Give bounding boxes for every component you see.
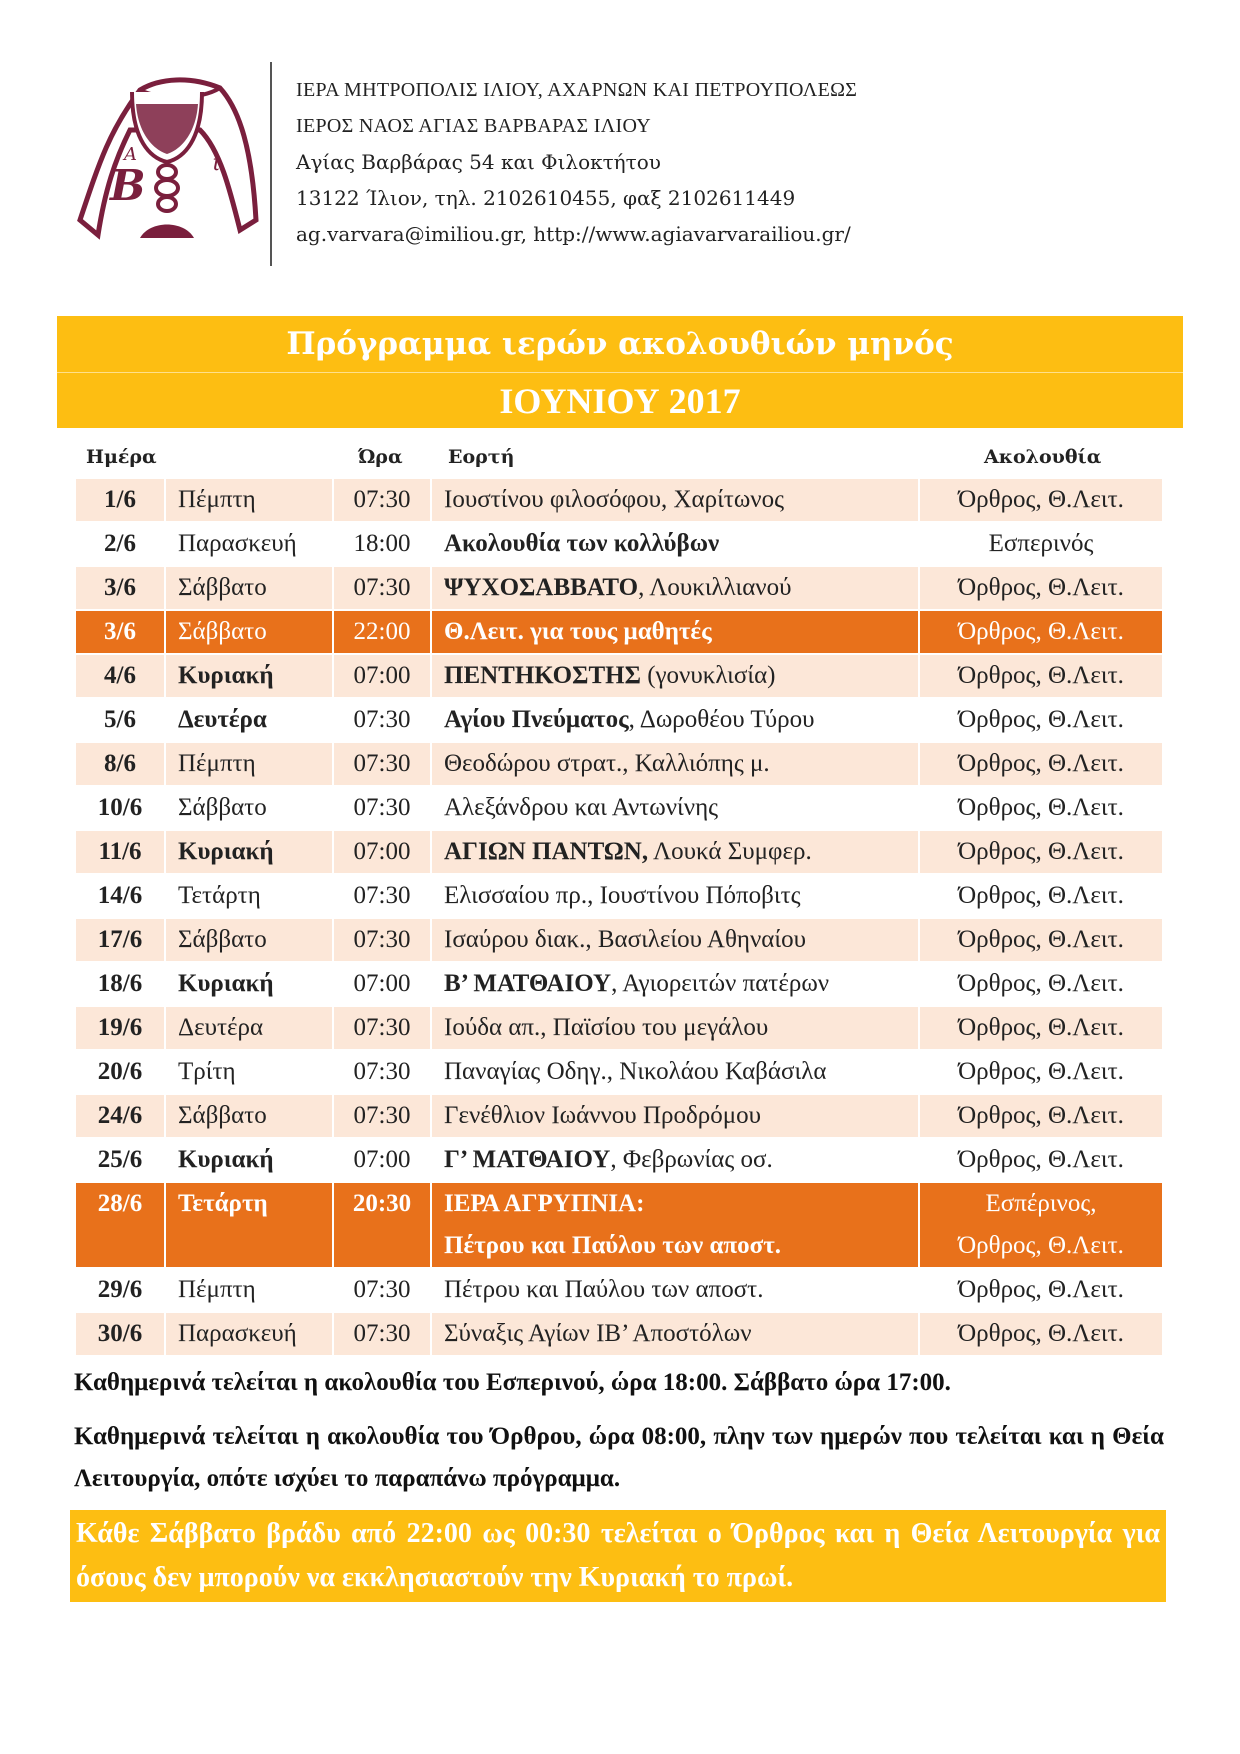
row-date-text: 24/6 <box>97 1102 143 1129</box>
row-day-text: Σάββατο <box>178 1102 267 1129</box>
row-feast <box>431 1006 919 1050</box>
row-time-text: 07:30 <box>353 1320 411 1347</box>
row-date-text: 3/6 <box>104 618 136 645</box>
schedule-table-body <box>75 478 1163 1356</box>
row-date-text: 8/6 <box>104 750 136 777</box>
row-service-text: Όρθρος, Θ.Λειτ. <box>958 970 1124 997</box>
row-feast-text: (γονυκλισία) <box>640 662 776 689</box>
schedule-row <box>75 1312 1163 1356</box>
row-feast-text: Γενέθλιον Ιωάννου Προδρόμου <box>444 1102 762 1129</box>
row-day-text: Τρίτη <box>178 1058 236 1085</box>
row-date <box>75 874 165 918</box>
row-time <box>333 654 431 698</box>
row-day-text: Πέμπτη <box>178 750 256 777</box>
row-time <box>333 1268 431 1312</box>
row-feast-bold: ΠΕΝΤΗΚΟΣΤΗΣ <box>444 662 641 689</box>
row-service-text: Όρθρος, Θ.Λειτ. <box>958 1320 1124 1347</box>
row-day <box>165 698 333 742</box>
row-service <box>919 1138 1163 1182</box>
row-feast-text: Θεοδώρου στρατ., Καλλιόπης μ. <box>444 750 770 777</box>
note-saturday-box <box>70 1510 1166 1602</box>
row-day <box>165 742 333 786</box>
note-vespers: Καθημερινά τελείται η ακολουθία του Εσπερινού, ώρα 18:00. Σάββατο ώρα 17:00. <box>74 1369 951 1396</box>
schedule-row <box>75 698 1163 742</box>
contact-email-web: ag.varvara@imiliou.gr, http://www.agiavarvarailiou.gr/ <box>296 222 851 246</box>
column-header-day: Ημέρα <box>86 446 157 468</box>
row-date <box>75 830 165 874</box>
row-time-text: 07:00 <box>353 662 411 689</box>
row-service <box>919 918 1163 962</box>
row-date-text: 5/6 <box>104 706 136 733</box>
row-time-text: 07:00 <box>353 1146 411 1173</box>
schedule-banner <box>57 316 1183 428</box>
row-service-text: Εσπέρινος, <box>985 1190 1097 1217</box>
row-service <box>919 654 1163 698</box>
schedule-row <box>75 654 1163 698</box>
row-service-text: Όρθρος, Θ.Λειτ. <box>958 1058 1124 1085</box>
schedule-title: Πρόγραμμα ιερών ακολουθιών μηνός <box>286 326 954 362</box>
row-feast-bold: Β’ ΜΑΤΘΑΙΟΥ <box>444 970 612 997</box>
row-day-text: Κυριακή <box>178 1146 274 1173</box>
schedule-row <box>75 1268 1163 1312</box>
row-day <box>165 1182 333 1268</box>
row-feast-bold: ΑΓΙΩΝ ΠΑΝΤΩΝ, <box>444 838 649 865</box>
row-date <box>75 918 165 962</box>
row-time <box>333 566 431 610</box>
row-feast-text: Παναγίας Οδηγ., Νικολάου Καβάσιλα <box>444 1058 827 1085</box>
row-day <box>165 1094 333 1138</box>
row-date <box>75 1182 165 1268</box>
row-feast-text: , Αγιορειτών πατέρων <box>611 970 830 997</box>
row-time-text: 07:00 <box>353 970 411 997</box>
row-day-text: Σάββατο <box>178 574 267 601</box>
row-time <box>333 478 431 522</box>
row-service <box>919 1094 1163 1138</box>
row-date-text: 1/6 <box>104 486 136 513</box>
schedule-row <box>75 522 1163 566</box>
row-feast <box>431 478 919 522</box>
schedule-row <box>75 566 1163 610</box>
row-date <box>75 698 165 742</box>
address-phone-fax: 13122 Ίλιον, τηλ. 2102610455, φαξ 2102611449 <box>296 186 796 210</box>
row-feast <box>431 962 919 1006</box>
row-time <box>333 610 431 654</box>
row-day-text: Πέμπτη <box>178 1276 256 1303</box>
schedule-row <box>75 874 1163 918</box>
row-day-text: Σάββατο <box>178 618 267 645</box>
row-feast <box>431 566 919 610</box>
logo-letter-a: Α <box>124 144 137 165</box>
row-feast-text: Ιουστίνου φιλοσόφου, Χαρίτωνος <box>444 486 785 513</box>
row-time <box>333 1006 431 1050</box>
row-service <box>919 786 1163 830</box>
row-service <box>919 1268 1163 1312</box>
svg-text:ι: ι <box>212 151 221 176</box>
row-time-text: 07:30 <box>353 1102 411 1129</box>
row-day <box>165 478 333 522</box>
row-service <box>919 1312 1163 1356</box>
row-time-text: 07:30 <box>353 1014 411 1041</box>
metropolis-name: ΙΕΡΑ ΜΗΤΡΟΠΟΛΙΣ ΙΛΙΟΥ, ΑΧΑΡΝΩΝ ΚΑΙ ΠΕΤΡΟΥΠΟΛΕΩΣ <box>296 79 858 101</box>
row-feast <box>431 522 919 566</box>
row-date <box>75 1006 165 1050</box>
row-date <box>75 1312 165 1356</box>
row-day <box>165 522 333 566</box>
church-name: ΙΕΡΟΣ ΝΑΟΣ ΑΓΙΑΣ ΒΑΡΒΑΡΑΣ ΙΛΙΟΥ <box>296 115 651 137</box>
schedule-month: ΙΟΥΝΙΟΥ 2017 <box>57 372 1183 429</box>
schedule-row <box>75 742 1163 786</box>
row-feast-text: Ιούδα απ., Παϊσίου του μεγάλου <box>444 1014 769 1041</box>
row-time-text: 07:30 <box>353 706 411 733</box>
row-time-text: 07:30 <box>353 1276 411 1303</box>
church-logo-chalice-icon <box>70 70 260 250</box>
note-saturday-night: Κάθε Σάββατο βράδυ από 22:00 ως 00:30 τελείται ο Όρθρος και η Θεία Λειτουργία για όσους δεν μπορούν να εκκλησιαστούν την Κυριακή το πρωί. <box>76 1518 1160 1593</box>
row-time <box>333 522 431 566</box>
row-feast <box>431 1094 919 1138</box>
row-date <box>75 786 165 830</box>
row-service <box>919 522 1163 566</box>
row-feast <box>431 1312 919 1356</box>
row-day <box>165 918 333 962</box>
row-time-text: 20:30 <box>352 1190 412 1217</box>
row-day-text: Παρασκευή <box>178 530 297 557</box>
row-day <box>165 610 333 654</box>
row-day-text: Πέμπτη <box>178 486 256 513</box>
schedule-row <box>75 1182 1163 1268</box>
row-feast-text: Αλεξάνδρου και Αντωνίνης <box>444 794 719 821</box>
row-time <box>333 830 431 874</box>
row-feast-text: , Δωροθέου Τύρου <box>628 706 815 733</box>
row-feast <box>431 654 919 698</box>
row-feast-text: Λουκά Συμφερ. <box>648 838 812 865</box>
row-service-text: Όρθρος, Θ.Λειτ. <box>958 750 1124 777</box>
row-date-text: 25/6 <box>97 1146 143 1173</box>
row-service <box>919 830 1163 874</box>
row-day-text: Κυριακή <box>178 838 274 865</box>
row-time-text: 07:00 <box>353 838 411 865</box>
row-time <box>333 918 431 962</box>
row-day-text: Τετάρτη <box>178 882 261 909</box>
row-feast-text: Ελισσαίου πρ., Ιουστίνου Πόποβιτς <box>444 882 801 909</box>
schedule-row <box>75 1050 1163 1094</box>
row-time <box>333 1094 431 1138</box>
row-feast-bold-line2: Πέτρου και Παύλου των αποστ. <box>444 1232 781 1259</box>
row-date-text: 3/6 <box>104 574 136 601</box>
schedule-row <box>75 962 1163 1006</box>
row-feast-bold: Αγίου Πνεύματος <box>444 706 629 733</box>
row-date <box>75 566 165 610</box>
schedule-row <box>75 786 1163 830</box>
row-feast <box>431 1182 919 1268</box>
row-time-text: 18:00 <box>353 530 411 557</box>
row-time-text: 07:30 <box>353 926 411 953</box>
schedule-row <box>75 1138 1163 1182</box>
row-service-text: Όρθρος, Θ.Λειτ. <box>958 882 1124 909</box>
schedule-row <box>75 478 1163 522</box>
row-service-text: Εσπερινός <box>988 530 1094 557</box>
row-service-text-line2: Όρθρος, Θ.Λειτ. <box>958 1232 1124 1259</box>
row-day-text: Τετάρτη <box>178 1190 268 1217</box>
row-service <box>919 1006 1163 1050</box>
row-service-text: Όρθρος, Θ.Λειτ. <box>958 706 1124 733</box>
row-feast <box>431 830 919 874</box>
row-date <box>75 1094 165 1138</box>
row-date <box>75 522 165 566</box>
row-service <box>919 962 1163 1006</box>
schedule-row <box>75 1094 1163 1138</box>
row-time <box>333 1138 431 1182</box>
schedule-row <box>75 610 1163 654</box>
row-time <box>333 742 431 786</box>
row-day <box>165 1050 333 1094</box>
row-feast-bold: Ακολουθία των κολλύβων <box>444 530 720 557</box>
row-day-text: Παρασκευή <box>178 1320 297 1347</box>
row-service-text: Όρθρος, Θ.Λειτ. <box>958 1146 1124 1173</box>
row-time <box>333 874 431 918</box>
header-divider <box>270 62 272 266</box>
row-day <box>165 1312 333 1356</box>
row-service-text: Όρθρος, Θ.Λειτ. <box>958 662 1124 689</box>
row-time-text: 07:30 <box>353 882 411 909</box>
row-service <box>919 698 1163 742</box>
header-text <box>296 72 1196 252</box>
row-day <box>165 566 333 610</box>
row-date <box>75 610 165 654</box>
schedule-table <box>74 477 1164 1357</box>
row-date-text: 2/6 <box>104 530 136 557</box>
document-header <box>0 0 1240 290</box>
schedule-row <box>75 830 1163 874</box>
row-service-text: Όρθρος, Θ.Λειτ. <box>958 794 1124 821</box>
row-feast <box>431 742 919 786</box>
row-feast <box>431 786 919 830</box>
row-date <box>75 654 165 698</box>
row-date-text: 29/6 <box>97 1276 143 1303</box>
column-header-service: Ακολουθία <box>984 446 1102 468</box>
row-feast-text: , Λουκιλλιανού <box>638 574 792 601</box>
row-feast <box>431 1138 919 1182</box>
row-day-text: Δευτέρα <box>178 706 267 733</box>
notes-section <box>74 1362 1164 1500</box>
row-date-text: 17/6 <box>97 926 143 953</box>
row-feast <box>431 1050 919 1094</box>
row-time-text: 07:30 <box>353 1058 411 1085</box>
row-day-text: Σάββατο <box>178 794 267 821</box>
row-time <box>333 962 431 1006</box>
row-feast <box>431 610 919 654</box>
row-feast-text: Πέτρου και Παύλου των αποστ. <box>444 1276 764 1303</box>
address-street: Αγίας Βαρβάρας 54 και Φιλοκτήτου <box>296 150 661 174</box>
row-feast-bold: Γ’ ΜΑΤΘΑΙΟΥ <box>444 1146 611 1173</box>
row-day <box>165 962 333 1006</box>
row-service <box>919 1050 1163 1094</box>
row-day-text: Κυριακή <box>178 662 274 689</box>
row-feast-bold: ΨΥΧΟΣΑΒΒΑΤΟ <box>444 574 639 601</box>
row-service-text: Όρθρος, Θ.Λειτ. <box>958 574 1124 601</box>
row-date-text: 11/6 <box>98 838 142 865</box>
row-time <box>333 1050 431 1094</box>
row-day <box>165 654 333 698</box>
row-day-text: Σάββατο <box>178 926 267 953</box>
row-feast <box>431 698 919 742</box>
column-header-time: Ώρα <box>358 446 403 468</box>
row-date <box>75 962 165 1006</box>
row-time <box>333 1182 431 1268</box>
row-feast-bold: ΙΕΡΑ ΑΓΡΥΠΝΙΑ: <box>444 1190 645 1217</box>
row-feast <box>431 1268 919 1312</box>
row-date-text: 28/6 <box>97 1190 143 1217</box>
row-date-text: 10/6 <box>97 794 143 821</box>
row-time-text: 07:30 <box>353 574 411 601</box>
row-service-text: Όρθρος, Θ.Λειτ. <box>958 1102 1124 1129</box>
row-feast-bold: Θ.Λειτ. για τους μαθητές <box>444 618 712 645</box>
row-service-text: Όρθρος, Θ.Λειτ. <box>958 1276 1124 1303</box>
row-date-text: 14/6 <box>97 882 143 909</box>
row-date <box>75 742 165 786</box>
row-date-text: 30/6 <box>97 1320 143 1347</box>
row-feast <box>431 918 919 962</box>
row-date-text: 20/6 <box>97 1058 143 1085</box>
row-service-text: Όρθρος, Θ.Λειτ. <box>958 486 1124 513</box>
row-time-text: 07:30 <box>353 794 411 821</box>
row-feast-text: Σύναξις Αγίων ΙΒ’ Αποστόλων <box>444 1320 752 1347</box>
row-feast <box>431 874 919 918</box>
row-feast-text: , Φεβρωνίας οσ. <box>610 1146 773 1173</box>
row-date-text: 18/6 <box>97 970 143 997</box>
row-time-text: 07:30 <box>353 486 411 513</box>
row-day-text: Δευτέρα <box>178 1014 264 1041</box>
row-service-text: Όρθρος, Θ.Λειτ. <box>958 618 1124 645</box>
row-service <box>919 566 1163 610</box>
row-date <box>75 1138 165 1182</box>
row-time <box>333 1312 431 1356</box>
row-date-text: 19/6 <box>97 1014 143 1041</box>
row-time <box>333 786 431 830</box>
row-day <box>165 830 333 874</box>
row-service <box>919 874 1163 918</box>
row-service <box>919 1182 1163 1268</box>
row-service <box>919 742 1163 786</box>
row-feast-text: Ισαύρου διακ., Βασιλείου Αθηναίου <box>444 926 807 953</box>
row-service <box>919 610 1163 654</box>
row-service-text: Όρθρος, Θ.Λειτ. <box>958 1014 1124 1041</box>
logo-letter-b: Β <box>110 161 146 210</box>
row-day <box>165 874 333 918</box>
row-day <box>165 786 333 830</box>
row-service <box>919 478 1163 522</box>
row-time-text: 22:00 <box>353 618 411 645</box>
note-orthros: Καθημερινά τελείται η ακολουθία του Όρθρου, ώρα 08:00, πλην των ημερών που τελείται και η Θεία Λειτουργία, οπότε ισχύει το παραπάνω πρόγραμμα. <box>74 1423 1164 1492</box>
row-day <box>165 1268 333 1312</box>
row-date <box>75 1268 165 1312</box>
schedule-row <box>75 918 1163 962</box>
row-time-text: 07:30 <box>353 750 411 777</box>
row-time <box>333 698 431 742</box>
row-service-text: Όρθρος, Θ.Λειτ. <box>958 838 1124 865</box>
schedule-row <box>75 1006 1163 1050</box>
row-day <box>165 1138 333 1182</box>
row-day <box>165 1006 333 1050</box>
row-service-text: Όρθρος, Θ.Λειτ. <box>958 926 1124 953</box>
row-date-text: 4/6 <box>104 662 136 689</box>
column-header-feast: Εορτή <box>448 446 515 468</box>
row-date <box>75 1050 165 1094</box>
row-day-text: Κυριακή <box>178 970 274 997</box>
row-date <box>75 478 165 522</box>
